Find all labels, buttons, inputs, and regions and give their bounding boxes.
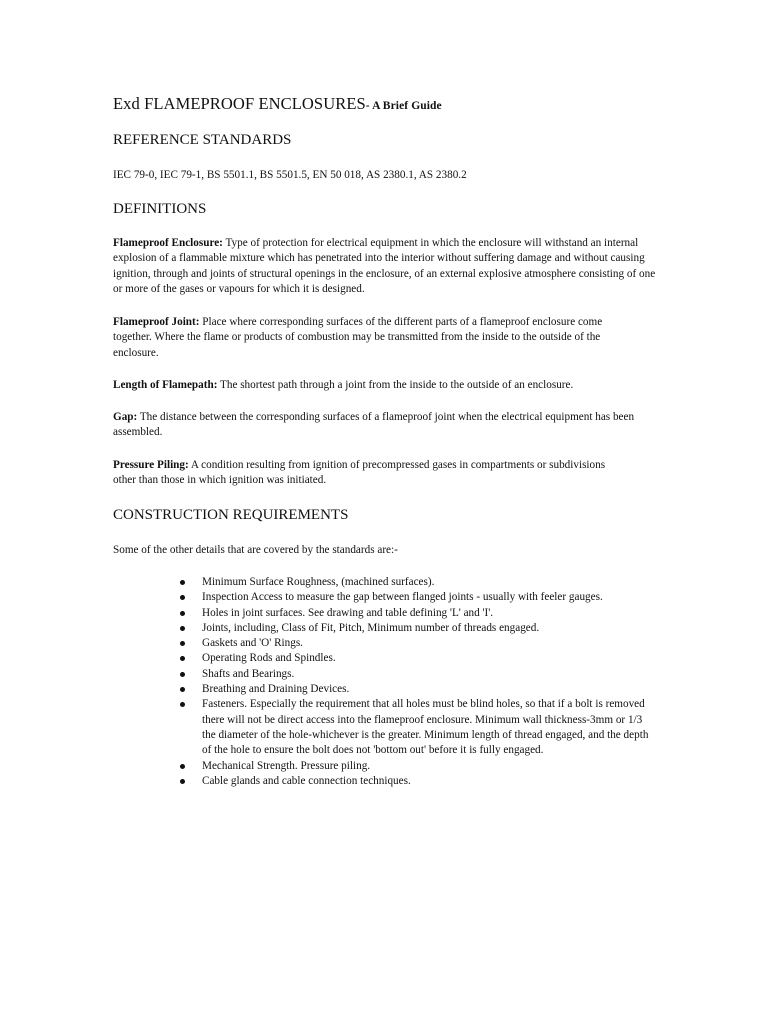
heading-reference-standards: REFERENCE STANDARDS: [113, 132, 292, 148]
title-subtitle: - A Brief Guide: [365, 100, 442, 112]
definition-term: Pressure Piling:: [113, 459, 189, 471]
list-item: Inspection Access to measure the gap between flanged joints - usually with feeler gauges.: [113, 590, 658, 605]
definition-text: The shortest path through a joint from the inside to the outside of an enclosure.: [217, 379, 574, 391]
list-item: Operating Rods and Spindles.: [113, 651, 658, 666]
heading-definitions: DEFINITIONS: [113, 201, 207, 217]
list-item: Gaskets and 'O' Rings.: [113, 636, 658, 651]
definition-term: Flameproof Enclosure:: [113, 237, 223, 249]
definition-term: Length of Flamepath:: [113, 379, 218, 391]
list-item: Shafts and Bearings.: [113, 667, 658, 682]
list-item: Minimum Surface Roughness, (machined surfaces).: [113, 575, 658, 590]
definition-gap: [113, 410, 658, 441]
definition-pressure-piling: [113, 458, 608, 489]
list-item: Mechanical Strength. Pressure piling.: [113, 759, 658, 774]
construction-intro: Some of the other details that are covered by the standards are:-: [113, 544, 398, 556]
list-item: Fasteners. Especially the requirement that all holes must be blind holes, so that if a bolt is removed there will not be direct access into the flameproof enclosure. Minimum wall thickness-3mm or 1/3 the diameter of the hole-whichever is the greater. Minimum length of thread engaged, and the depth of the hole to ensure the bolt does not 'bottom out' before it is fully engaged.: [113, 697, 658, 758]
list-item: Joints, including, Class of Fit, Pitch, Minimum number of threads engaged.: [113, 621, 658, 636]
title-main: Exd FLAMEPROOF ENCLOSURES: [113, 94, 366, 113]
definition-term: Flameproof Joint:: [113, 316, 200, 328]
definition-term: Gap:: [113, 411, 138, 423]
list-item: Holes in joint surfaces. See drawing and table defining 'L' and 'I'.: [113, 606, 658, 621]
definition-flameproof-joint: [113, 315, 633, 361]
construction-bullet-list: [113, 575, 658, 789]
definition-text: Place where corresponding surfaces of the different parts of a flameproof enclosure come together. Where the flame or products of combustion may be transmitted from the inside to the outside of the enclosure.: [113, 316, 603, 359]
document-title: [113, 94, 442, 114]
definition-length-of-flamepath: [113, 378, 658, 393]
definition-text: Type of protection for electrical equipment in which the enclosure will withstand an internal explosion of a flammable mixture which has penetrated into the interior without suffering damage and without causing ignition, through and joints of structural openings in the enclosure, of an external explosive atmosphere consisting of one or more of the gases or vapours for which it is designed.: [113, 237, 656, 295]
definition-text: A condition resulting from ignition of precompressed gases in compartments or subdivisions other than those in which ignition was initiated.: [113, 459, 606, 487]
list-item: Cable glands and cable connection techniques.: [113, 774, 658, 789]
reference-standards-list: IEC 79-0, IEC 79-1, BS 5501.1, BS 5501.5, EN 50 018, AS 2380.1, AS 2380.2: [113, 169, 467, 181]
definition-text: The distance between the corresponding surfaces of a flameproof joint when the electrical equipment has been assembled.: [113, 411, 635, 439]
list-item: Breathing and Draining Devices.: [113, 682, 658, 697]
definition-flameproof-enclosure: [113, 236, 658, 297]
heading-construction-requirements: CONSTRUCTION REQUIREMENTS: [113, 507, 349, 523]
